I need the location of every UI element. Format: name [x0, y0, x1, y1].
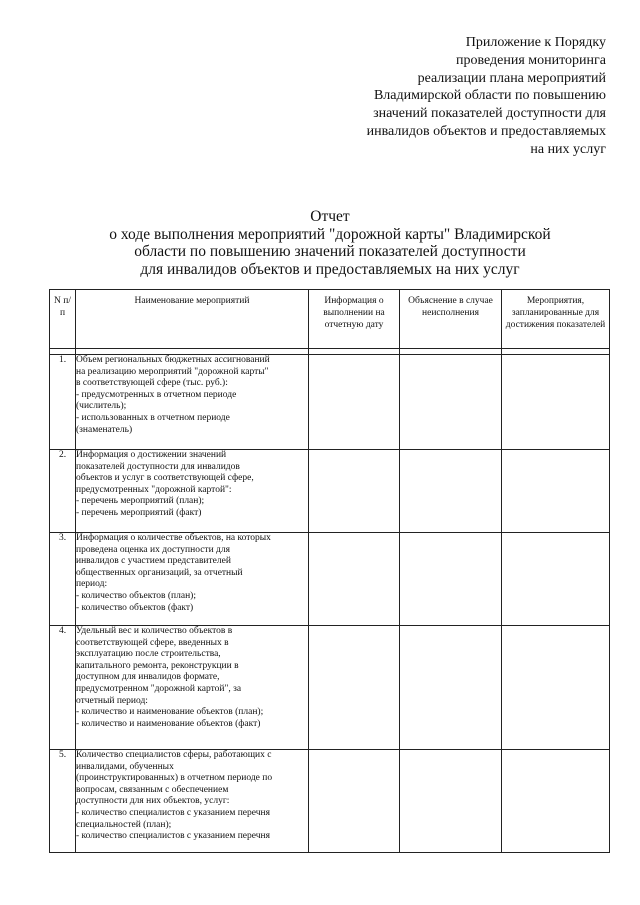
row-number: 4.	[50, 626, 76, 750]
title-line: о ходе выполнения мероприятий "дорожной карты" Владимирской	[109, 225, 551, 243]
row-non-completion-cell	[400, 450, 502, 533]
row-line: - количество и наименование объектов (факт)	[76, 718, 261, 729]
row-line: - количество специалистов с указанием перечня	[76, 831, 270, 842]
row-line: - количество и наименование объектов (план);	[76, 707, 264, 718]
row-non-completion-cell	[400, 533, 502, 626]
row-number: 1.	[50, 355, 76, 450]
appendix-line: Приложение к Порядку	[465, 35, 606, 50]
row-line: (проинструктированных) в отчетном периоде по	[76, 773, 273, 784]
row-line: Удельный вес и количество объектов в	[76, 626, 233, 636]
row-line: Информация о количестве объектов, на которых	[76, 533, 271, 543]
row-line: - использованных в отчетном периоде	[76, 412, 230, 423]
header-number: N п/п	[50, 290, 76, 349]
row-line: период:	[76, 579, 108, 590]
row-line: доступном для инвалидов формате,	[76, 672, 220, 683]
row-line: доступности для них объектов, услуг:	[76, 796, 230, 807]
table-row	[50, 626, 610, 750]
appendix-line: Владимирской области по повышению	[373, 88, 606, 104]
row-planned-activities-cell	[502, 533, 610, 626]
title-line: области по повышению значений показателей доступности	[134, 243, 526, 260]
row-non-completion-cell	[400, 750, 502, 853]
row-planned-activities-cell	[502, 355, 610, 450]
row-line: общественных организаций, за отчетный	[76, 567, 243, 578]
row-line: капитального ремонта, реконструкции в	[76, 660, 239, 671]
row-line: - предусмотренных в отчетном периоде	[76, 389, 237, 400]
row-activity-name	[76, 355, 309, 450]
row-line: - перечень мероприятий (факт)	[76, 507, 202, 518]
row-line: Информация о достижении значений	[76, 450, 227, 460]
header-activity-name: Наименование мероприятий	[76, 290, 309, 349]
row-line: объектов и услуг в соответствующей сфере,	[76, 473, 254, 484]
row-line: отчетный период:	[76, 695, 148, 706]
row-number: 5.	[50, 750, 76, 853]
row-line: - количество объектов (план);	[76, 590, 196, 601]
row-planned-activities-cell	[502, 450, 610, 533]
row-line: в соответствующей сфере (тыс. руб.):	[76, 378, 228, 389]
row-line: соответствующей сфере, введенных в	[76, 637, 229, 648]
row-line: специальностей (план);	[76, 819, 172, 830]
appendix-line: инвалидов объектов и предоставляемых	[366, 123, 606, 139]
row-line: (числитель);	[76, 401, 127, 412]
appendix-line: значений показателей доступности для	[373, 106, 606, 122]
table-row	[50, 450, 610, 533]
appendix-line: реализации плана мероприятий	[417, 70, 606, 86]
row-line: - перечень мероприятий (план);	[76, 496, 205, 507]
header-planned-activities: Мероприятия, запланированные для достижения показателей	[502, 290, 610, 349]
appendix-line: проведения мониторинга	[455, 52, 606, 68]
row-activity-name	[76, 533, 309, 626]
header-non-completion-reason: Объяснение в случае неисполнения	[400, 290, 502, 349]
row-line: (знаменатель)	[76, 424, 133, 435]
row-line: предусмотренных "дорожной картой":	[76, 484, 232, 495]
row-line: эксплуатацию после строительства,	[76, 649, 221, 660]
table-row	[50, 533, 610, 626]
row-planned-activities-cell	[502, 626, 610, 750]
row-completion-info-cell	[309, 750, 400, 853]
row-planned-activities-cell	[502, 750, 610, 853]
row-line: инвалидов с участием представителей	[76, 556, 231, 567]
row-non-completion-cell	[400, 355, 502, 450]
row-completion-info-cell	[309, 450, 400, 533]
row-line: - количество объектов (факт)	[76, 602, 194, 613]
header-completion-info: Информация о выполнении на отчетную дату	[309, 290, 400, 349]
row-line: инвалидами, обученных	[76, 761, 174, 772]
table-row	[50, 750, 610, 853]
report-title	[60, 208, 600, 278]
row-line: показателей доступности для инвалидов	[76, 461, 240, 472]
row-non-completion-cell	[400, 626, 502, 750]
title-line: для инвалидов объектов и предоставляемых на них услуг	[140, 260, 520, 278]
row-line: Количество специалистов сферы, работающих с	[76, 750, 272, 760]
row-line: на реализацию мероприятий "дорожной карты"	[76, 366, 269, 377]
row-number: 2.	[50, 450, 76, 533]
row-line: - количество специалистов с указанием перечня	[76, 807, 270, 818]
row-line: вопросам, связанным с обеспечением	[76, 784, 229, 795]
table-header-row	[50, 290, 610, 349]
report-table	[49, 289, 610, 853]
row-completion-info-cell	[309, 626, 400, 750]
table-row	[50, 355, 610, 450]
row-activity-name	[76, 750, 309, 853]
appendix-note	[306, 34, 606, 159]
row-line: Объем региональных бюджетных ассигнований	[76, 355, 270, 365]
row-completion-info-cell	[309, 355, 400, 450]
row-completion-info-cell	[309, 533, 400, 626]
row-line: проведена оценка их доступности для	[76, 544, 230, 555]
row-activity-name	[76, 626, 309, 750]
title-line: Отчет	[310, 208, 350, 225]
appendix-line: на них услуг	[530, 141, 606, 157]
row-number: 3.	[50, 533, 76, 626]
row-activity-name	[76, 450, 309, 533]
row-line: предусмотренном "дорожной картой", за	[76, 683, 242, 694]
